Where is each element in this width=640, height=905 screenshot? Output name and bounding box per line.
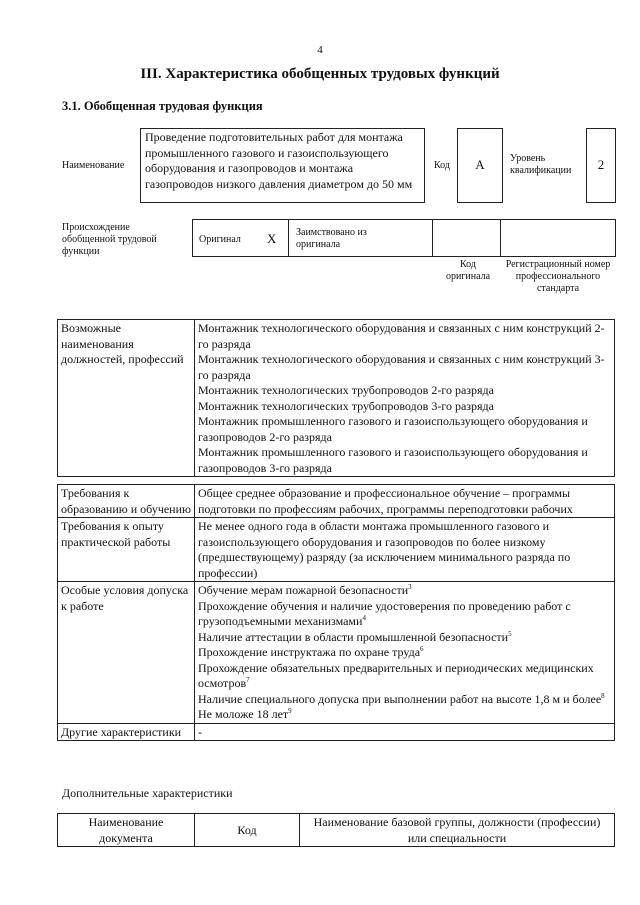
table-row — [58, 814, 615, 847]
list-item: Прохождение инструктажа по охране труда$^6$ — [198, 645, 424, 659]
original-label: Оригинал — [199, 234, 241, 245]
other-label: Другие характеристики — [58, 723, 195, 741]
code-original-box — [432, 219, 501, 257]
code-label: Код — [434, 160, 450, 171]
level-value: 2 — [597, 157, 605, 172]
table-row — [58, 582, 615, 724]
special-list — [195, 582, 615, 724]
list-item: Монтажник промышленного газового и газоиспользующего оборудования и газопроводов 3-го разряда — [198, 445, 588, 475]
code-value: A — [475, 157, 485, 172]
table-row — [58, 320, 615, 477]
list-item: Монтажник промышленного газового и газоиспользующего оборудования и газопроводов 2-го разряда — [198, 414, 588, 444]
list-item: Обучение мерам пожарной безопасности$^3$ — [198, 583, 412, 597]
list-item: Монтажник технологического оборудования и связанных с ним конструкций 2-го разряда — [198, 321, 605, 351]
section-title: III. Характеристика обобщенных трудовых функций — [140, 66, 500, 82]
subsection-title: 3.1. Обобщенная трудовая функция — [62, 99, 263, 113]
experience-label: Требования к опыту практической работы — [58, 518, 195, 582]
col-doc-header: Наименование документа — [58, 814, 195, 847]
additional-table — [57, 813, 615, 847]
level-label: Уровень квалификации — [510, 153, 572, 176]
original-box — [192, 219, 289, 257]
borrowed-label: Заимствовано из оригинала — [296, 227, 367, 250]
page-number: 4 — [317, 44, 323, 56]
reg-number-caption: Регистрационный номер профессионального стандарта — [505, 259, 611, 294]
col-code-header: Код — [195, 814, 300, 847]
name-value: Проведение подготовительных работ для монтажа промышленного газового и газоиспользующего оборудования и газопроводов и монтажа газопроводов низкого давления диаметром до 50 мм — [145, 130, 413, 191]
list-item: Прохождение обязательных предварительных и периодических медицинских осмотров$^7$ — [198, 660, 594, 690]
special-label: Особые условия допуска к работе — [58, 582, 195, 724]
list-item: Монтажник технологического оборудования и связанных с ним конструкций 3-го разряда — [198, 352, 605, 382]
list-item: Монтажник технологических трубопроводов 2-го разряда — [198, 383, 494, 397]
reg-number-box — [500, 219, 616, 257]
table-row — [58, 723, 615, 741]
requirements-table — [57, 484, 615, 741]
list-item: Наличие специального допуска при выполнении работ на высоте 1,8 м и более$^8$ — [198, 691, 605, 706]
experience-value: Не менее одного года в области монтажа промышленного газового и газоиспользующего оборудования и газопроводов по более низкому (предшествующему) разряду (за исключением минимального разряда по профессии) — [195, 518, 615, 582]
name-label: Наименование — [62, 160, 125, 171]
list-item: Не моложе 18 лет$^9$ — [198, 707, 292, 721]
origin-label: Происхождение обобщенной трудовой функции — [62, 222, 157, 257]
list-item: Наличие аттестации в области промышленной безопасности$^5$ — [198, 629, 512, 644]
col-name-header: Наименование базовой группы, должности (профессии) или специальности — [300, 814, 615, 847]
level-box — [586, 128, 616, 203]
other-value: - — [195, 723, 615, 741]
education-value: Общее среднее образование и профессиональное обучение – программы подготовки по профессиям рабочих, программы переподготовки рабочих — [195, 485, 615, 518]
positions-list — [195, 320, 615, 477]
positions-table — [57, 319, 615, 477]
education-label: Требования к образованию и обучению — [58, 485, 195, 518]
table-row — [58, 518, 615, 582]
code-original-caption: Код оригинала — [445, 259, 491, 282]
table-row — [58, 485, 615, 518]
list-item: Монтажник технологических трубопроводов 3-го разряда — [198, 398, 494, 413]
original-mark: X — [267, 231, 277, 246]
list-item: Прохождение обучения и наличие удостоверения по проведению работ с грузоподъемными механизмами$^4$ — [198, 598, 571, 628]
borrowed-box — [288, 219, 433, 257]
positions-label: Возможные наименования должностей, профессий — [58, 320, 195, 477]
code-box — [457, 128, 503, 203]
name-value-box — [140, 128, 425, 203]
additional-title: Дополнительные характеристики — [62, 786, 233, 800]
